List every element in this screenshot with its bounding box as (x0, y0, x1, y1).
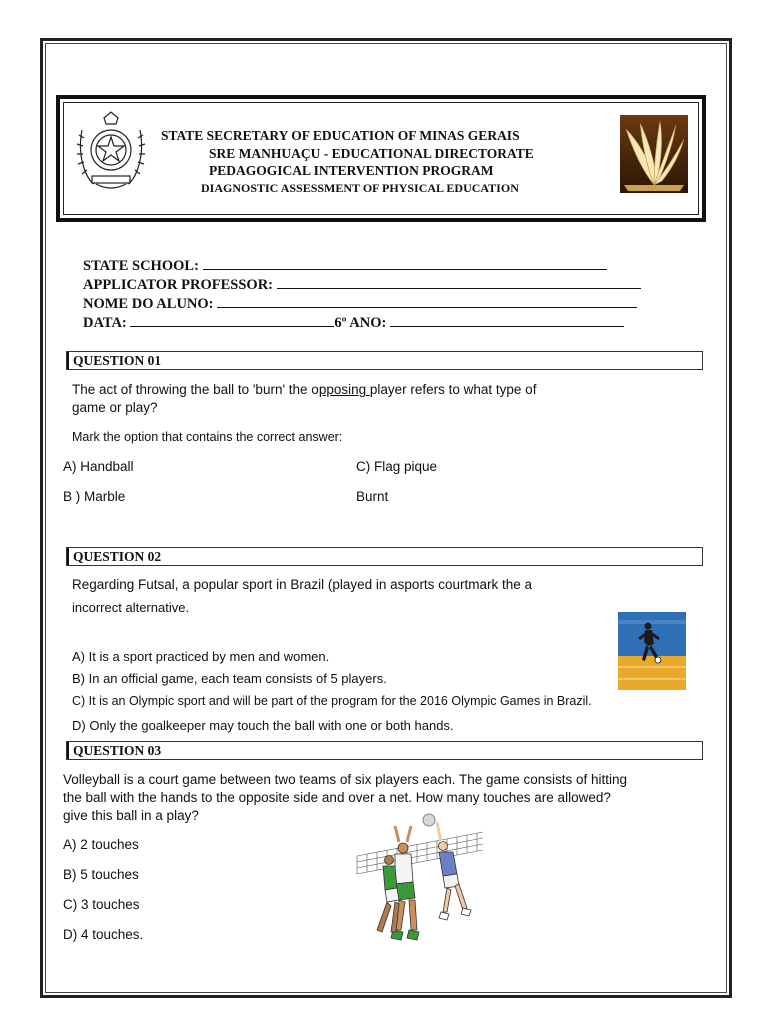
question-03-option-d[interactable]: D) 4 touches. (63, 927, 144, 942)
state-school-field (83, 257, 607, 275)
question-02-text-line2: incorrect alternative. (72, 600, 190, 615)
question-01-title: QUESTION 01 (73, 353, 162, 368)
question-01-option-b[interactable]: B ) Marble (63, 489, 126, 504)
state-coat-of-arms-icon (74, 110, 148, 196)
state-school-blank[interactable] (203, 257, 607, 270)
date-label: DATA: (83, 315, 127, 331)
header-line-secretary: STATE SECRETARY OF EDUCATION OF MINAS GERAIS (161, 128, 520, 143)
student-name-blank[interactable] (217, 295, 637, 308)
question-01-instruction: Mark the option that contains the correct answer: (72, 430, 343, 444)
student-name-field (83, 295, 637, 313)
question-02-text: Regarding Futsal, a popular sport in Brazil (played in asports courtmark the a (72, 577, 532, 592)
question-01-bar (66, 351, 703, 370)
date-blank[interactable] (130, 314, 334, 327)
open-book-icon (620, 115, 688, 193)
question-03-option-a[interactable]: A) 2 touches (63, 837, 139, 852)
question-01-text: The act of throwing the ball to 'burn' the opposing player refers to what type of (72, 382, 537, 397)
futsal-player-image (618, 612, 686, 690)
header-line-sre: SRE MANHUAÇU - EDUCATIONAL DIRECTORATE (209, 146, 534, 161)
question-03-option-c[interactable]: C) 3 touches (63, 897, 140, 912)
question-02-option-c[interactable]: C) It is an Olympic sport and will be part of the program for the 2016 Olympic Games in Brazil. (72, 694, 592, 708)
question-01-text-line2: game or play? (72, 400, 158, 415)
question-01-option-d[interactable]: Burnt (356, 489, 389, 504)
applicator-label: APPLICATOR PROFESSOR: (83, 277, 273, 293)
question-02-option-a[interactable]: A) It is a sport practiced by men and women. (72, 649, 330, 664)
year-blank[interactable] (390, 314, 624, 327)
question-03-bar (66, 741, 703, 760)
volleyball-players-image (355, 812, 487, 952)
question-01-option-c[interactable]: C) Flag pique (356, 459, 438, 474)
question-03-text-line3: give this ball in a play? (63, 808, 199, 823)
header-line-program: PEDAGOGICAL INTERVENTION PROGRAM (209, 163, 494, 178)
applicator-blank[interactable] (277, 276, 641, 289)
question-03-text-line2: the ball with the hands to the opposite side and over a net. How many touches are allowed? (63, 790, 611, 805)
header-line-assessment: DIAGNOSTIC ASSESSMENT OF PHYSICAL EDUCATION (201, 181, 519, 195)
student-name-label: NOME DO ALUNO: (83, 296, 214, 312)
question-02-title: QUESTION 02 (73, 549, 162, 564)
year-label: 6º ANO: (334, 315, 387, 331)
question-03-title: QUESTION 03 (73, 743, 162, 758)
question-01-option-a[interactable]: A) Handball (63, 459, 134, 474)
question-02-option-d[interactable]: D) Only the goalkeeper may touch the ball with one or both hands. (72, 718, 454, 733)
state-school-label: STATE SCHOOL: (83, 258, 199, 274)
question-03-text: Volleyball is a court game between two teams of six players each. The game consists of hitting (63, 772, 628, 787)
question-02-bar (66, 547, 703, 566)
applicator-field (83, 276, 641, 294)
question-02-option-b[interactable]: B) In an official game, each team consists of 5 players. (72, 671, 387, 686)
question-03-option-b[interactable]: B) 5 touches (63, 867, 139, 882)
date-field (83, 314, 624, 332)
